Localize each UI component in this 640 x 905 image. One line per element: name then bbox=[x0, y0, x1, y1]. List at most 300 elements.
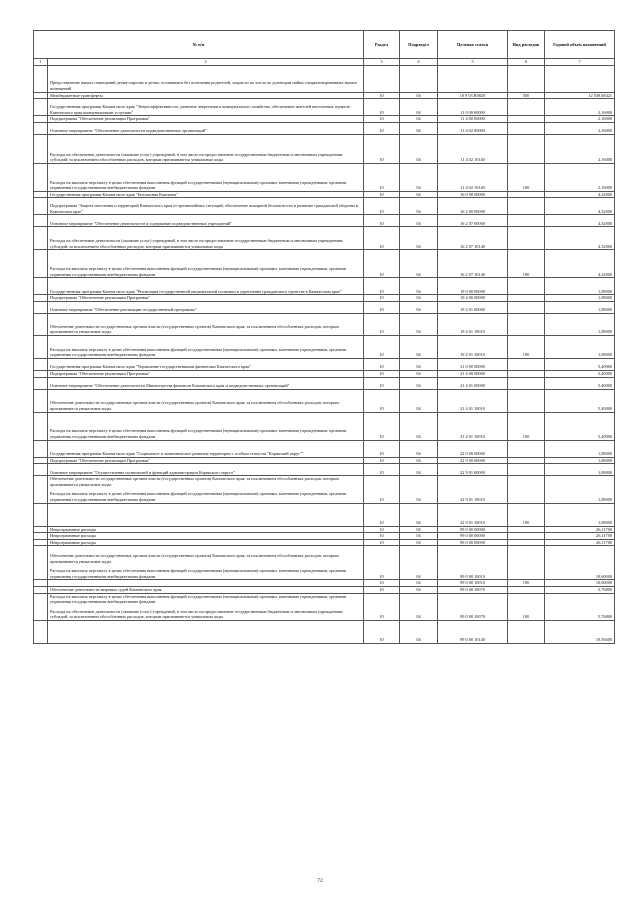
row-amount-cell: 5,40000 bbox=[545, 370, 615, 377]
row-number-cell bbox=[34, 464, 48, 476]
row-number-cell bbox=[34, 116, 48, 123]
row-name-cell bbox=[48, 503, 364, 526]
row-target-article-cell: 10 9 03 R0820 bbox=[438, 92, 508, 99]
row-target-article-cell: 16 2 07 10140 bbox=[438, 250, 508, 278]
row-podrazdel-cell: 04 bbox=[400, 198, 438, 215]
row-expense-type-cell bbox=[508, 191, 545, 198]
table-row bbox=[34, 122, 615, 134]
row-name-cell bbox=[48, 440, 364, 457]
row-name-cell bbox=[48, 335, 364, 358]
page-number: 72 bbox=[317, 878, 323, 884]
row-number-cell bbox=[34, 250, 48, 278]
row-name-cell bbox=[48, 301, 364, 313]
row-amount-cell: 2,16000 bbox=[545, 99, 615, 116]
table-row bbox=[34, 370, 615, 377]
header-expense-type: Вид расходов bbox=[508, 31, 545, 59]
row-number-cell bbox=[34, 358, 48, 370]
row-target-article-cell: 19 4 01 10010 bbox=[438, 313, 508, 335]
row-target-article-cell: 22 9 01 00000 bbox=[438, 464, 508, 476]
row-podrazdel-cell: 04 bbox=[400, 313, 438, 335]
row-number-cell bbox=[34, 99, 48, 116]
row-number-cell bbox=[34, 295, 48, 302]
row-podrazdel-cell: 04 bbox=[400, 476, 438, 503]
row-target-article-cell: 99 0 00 10010 bbox=[438, 580, 508, 587]
column-index: 4 bbox=[400, 59, 438, 66]
row-amount-cell: 10,59400 bbox=[545, 620, 615, 643]
row-expense-type-cell bbox=[508, 377, 545, 389]
row-name-cell bbox=[48, 476, 364, 503]
row-number-cell bbox=[34, 533, 48, 540]
table-row bbox=[34, 377, 615, 389]
row-expense-type-cell: 100 bbox=[508, 503, 545, 526]
table-row bbox=[34, 278, 615, 295]
row-podrazdel-cell: 04 bbox=[400, 134, 438, 163]
row-name-text: Непрограммные расходы bbox=[50, 539, 97, 545]
row-target-article-cell: 11 4 00 00000 bbox=[438, 116, 508, 123]
row-razdel-cell: 10 bbox=[364, 313, 400, 335]
row-target-article-cell: 22 9 01 10010 bbox=[438, 476, 508, 503]
row-podrazdel-cell: 04 bbox=[400, 227, 438, 250]
row-name-cell bbox=[48, 533, 364, 540]
row-number-cell bbox=[34, 377, 48, 389]
row-expense-type-cell bbox=[508, 278, 545, 295]
row-razdel-cell: 10 bbox=[364, 99, 400, 116]
row-expense-type-cell: 100 bbox=[508, 163, 545, 191]
row-podrazdel-cell: 04 bbox=[400, 580, 438, 587]
row-expense-type-cell bbox=[508, 389, 545, 412]
row-podrazdel-cell: 04 bbox=[400, 116, 438, 123]
row-razdel-cell: 10 bbox=[364, 412, 400, 440]
row-name-text: Государственная программа Камчатского края "Энергоэффективность, развитие энергетики и коммунального хозяйства, обеспечение жителей населенных пунктов Камчатского края коммунальными услугами" bbox=[50, 104, 350, 115]
table-row bbox=[34, 215, 615, 227]
row-name-cell bbox=[48, 620, 364, 643]
row-amount-cell: 4,32000 bbox=[545, 215, 615, 227]
row-name-cell bbox=[48, 215, 364, 227]
row-target-article-cell: 22 9 00 00000 bbox=[438, 457, 508, 464]
row-amount-cell: 5,76800 bbox=[545, 593, 615, 620]
row-name-text: Обеспечение деятельности государственных органов власти (государственных органов) Камчатского края, за исключением обособленных расходов, которым присваиваются уникальные коды. bbox=[50, 476, 339, 487]
row-number-cell bbox=[34, 278, 48, 295]
column-index: 6 bbox=[508, 59, 545, 66]
row-razdel-cell: 10 bbox=[364, 358, 400, 370]
row-name-text: Подпрограмма "Обеспечение реализации Программы" bbox=[50, 457, 151, 463]
column-index: 1 bbox=[34, 59, 48, 66]
row-amount-cell: 26,11700 bbox=[545, 539, 615, 546]
row-podrazdel-cell: 04 bbox=[400, 92, 438, 99]
row-razdel-cell: 10 bbox=[364, 526, 400, 533]
row-name-text: Подпрограмма "Обеспечение реализации Программы" bbox=[50, 370, 151, 376]
row-expense-type-cell bbox=[508, 116, 545, 123]
row-expense-type-cell: 100 bbox=[508, 412, 545, 440]
row-podrazdel-cell: 04 bbox=[400, 464, 438, 476]
table-row bbox=[34, 191, 615, 198]
row-expense-type-cell bbox=[508, 301, 545, 313]
row-name-text: Расходы на выплаты персоналу в целях обеспечения выполнения функций государственными (муниципальными) органами, казенными учреждениями, органами управления государственными внебюджетными фондами bbox=[50, 266, 347, 277]
row-name-cell bbox=[48, 99, 364, 116]
table-row bbox=[34, 358, 615, 370]
row-expense-type-cell bbox=[508, 215, 545, 227]
row-expense-type-cell bbox=[508, 457, 545, 464]
row-target-article-cell: 21 0 00 00000 bbox=[438, 358, 508, 370]
row-name-cell bbox=[48, 198, 364, 215]
row-name-text: Государственная программа Камчатского края "Реализация государственной национальной политики и укрепление гражданского единства в Камчатском крае" bbox=[50, 288, 342, 294]
row-amount-cell: 5,40000 bbox=[545, 412, 615, 440]
row-podrazdel-cell: 04 bbox=[400, 526, 438, 533]
row-number-cell bbox=[34, 370, 48, 377]
table-row bbox=[34, 476, 615, 503]
row-razdel-cell: 10 bbox=[364, 539, 400, 546]
row-razdel-cell: 10 bbox=[364, 250, 400, 278]
row-expense-type-cell bbox=[508, 227, 545, 250]
row-podrazdel-cell: 04 bbox=[400, 377, 438, 389]
header-number: № п/п bbox=[34, 31, 364, 59]
table-row bbox=[34, 250, 615, 278]
row-name-text: Основное мероприятие "Обеспечение деятельности подведомственных организаций" bbox=[50, 128, 207, 134]
row-name-text: Государственная программа Камчатского края "Управление государственными финансами Камчатского края" bbox=[50, 364, 251, 370]
row-podrazdel-cell: 04 bbox=[400, 295, 438, 302]
column-index: 3 bbox=[364, 59, 400, 66]
table-row bbox=[34, 198, 615, 215]
row-number-cell bbox=[34, 620, 48, 643]
header-annual-volume: Годовой объем назначений bbox=[545, 31, 615, 59]
row-razdel-cell: 10 bbox=[364, 163, 400, 191]
row-amount-cell: 4,32000 bbox=[545, 191, 615, 198]
row-podrazdel-cell: 04 bbox=[400, 358, 438, 370]
header-podrazdel: Подраздел bbox=[400, 31, 438, 59]
row-number-cell bbox=[34, 539, 48, 546]
row-name-cell bbox=[48, 250, 364, 278]
row-razdel-cell: 10 bbox=[364, 301, 400, 313]
row-target-article-cell: 19 4 00 00000 bbox=[438, 295, 508, 302]
row-number-cell bbox=[34, 134, 48, 163]
table-row bbox=[34, 227, 615, 250]
row-expense-type-cell bbox=[508, 546, 545, 580]
table-row bbox=[34, 301, 615, 313]
table-row bbox=[34, 440, 615, 457]
row-name-text: Обеспечение деятельности государственных органов власти (государственных органов) Камчатского края, за исключением обособленных расходов, которым присваиваются уникальные коды. bbox=[50, 552, 339, 564]
row-razdel-cell: 10 bbox=[364, 593, 400, 620]
row-number-cell bbox=[34, 593, 48, 620]
row-name-text: Государственная программа Камчатского края "Безопасная Камчатка" bbox=[50, 191, 179, 197]
row-amount-cell: 1,08000 bbox=[545, 464, 615, 476]
row-name-cell bbox=[48, 546, 364, 580]
table-row bbox=[34, 503, 615, 526]
row-podrazdel-cell: 04 bbox=[400, 99, 438, 116]
row-number-cell bbox=[34, 122, 48, 134]
row-name-text: Основное мероприятие "Осуществление полномочий и функций администрации Корякского округа" bbox=[50, 469, 235, 475]
row-name-cell bbox=[48, 358, 364, 370]
row-expense-type-cell bbox=[508, 533, 545, 540]
row-target-article-cell: 16 2 07 10140 bbox=[438, 227, 508, 250]
row-amount-cell: 26,11700 bbox=[545, 526, 615, 533]
header-razdel: Раздел bbox=[364, 31, 400, 59]
row-razdel-cell: 10 bbox=[364, 134, 400, 163]
row-razdel-cell: 10 bbox=[364, 227, 400, 250]
row-amount-cell: 5,40000 bbox=[545, 358, 615, 370]
row-expense-type-cell: 100 bbox=[508, 593, 545, 620]
row-name-text: Расходы на выплаты персоналу в целях обеспечения выполнения функций государственными (муниципальными) органами, казенными учреждениями, органами управления государственными внебюджетными фондами bbox=[50, 179, 347, 191]
row-target-article-cell: 99 0 00 00000 bbox=[438, 533, 508, 540]
row-razdel-cell: 10 bbox=[364, 278, 400, 295]
row-target-article-cell: 11 0 00 00000 bbox=[438, 99, 508, 116]
row-amount-cell: 1,08000 bbox=[545, 295, 615, 302]
row-name-text: Расходы на обеспечение деятельности (оказание услуг) учреждений, в том числе на предоставление государственным бюджетным и автономным учреждениям субсидий, за исключением обособленных расходов, которым присваиваются уникальные коды bbox=[50, 238, 343, 249]
row-name-cell bbox=[48, 122, 364, 134]
row-podrazdel-cell: 04 bbox=[400, 546, 438, 580]
row-amount-cell bbox=[545, 65, 615, 92]
row-name-cell bbox=[48, 593, 364, 620]
row-number-cell bbox=[34, 198, 48, 215]
row-podrazdel-cell: 04 bbox=[400, 593, 438, 620]
row-expense-type-cell bbox=[508, 440, 545, 457]
table-row bbox=[34, 295, 615, 302]
row-expense-type-cell bbox=[508, 65, 545, 92]
table-row bbox=[34, 99, 615, 116]
row-podrazdel-cell: 04 bbox=[400, 539, 438, 546]
row-podrazdel-cell: 04 bbox=[400, 620, 438, 643]
row-amount-cell: 1,08000 bbox=[545, 440, 615, 457]
row-name-text: Подпрограмма "Защита населения и территорий Камчатского края от чрезвычайных ситуаций, обеспечение пожарной безопасности и развитие гражданской обороны в Камчатском крае" bbox=[50, 203, 358, 214]
column-index-row bbox=[34, 59, 615, 66]
row-podrazdel-cell: 04 bbox=[400, 440, 438, 457]
row-expense-type-cell: 100 bbox=[508, 335, 545, 358]
row-number-cell bbox=[34, 92, 48, 99]
row-number-cell bbox=[34, 580, 48, 587]
row-amount-cell: 1,08000 bbox=[545, 313, 615, 335]
row-name-cell bbox=[48, 134, 364, 163]
row-podrazdel-cell: 04 bbox=[400, 335, 438, 358]
row-number-cell bbox=[34, 389, 48, 412]
row-target-article-cell bbox=[438, 65, 508, 92]
row-expense-type-cell bbox=[508, 586, 545, 593]
row-amount-cell: 5,40000 bbox=[545, 389, 615, 412]
row-name-text: Расходы на выплаты персоналу в целях обеспечения выполнения функций государственными (муниципальными) органами, казенными учреждениями, органами управления государственными внебюджетными фондами bbox=[50, 568, 347, 579]
row-amount-cell: 1,08000 bbox=[545, 476, 615, 503]
row-name-text: Обеспечение деятельности государственных органов власти (государственных органов) Камчатского края, за исключением обособленных расходов, которым присваиваются уникальные коды. bbox=[50, 323, 339, 335]
table-row bbox=[34, 586, 615, 593]
row-amount-cell: 5,40000 bbox=[545, 377, 615, 389]
table-row bbox=[34, 620, 615, 643]
row-amount-cell: 4,32000 bbox=[545, 227, 615, 250]
row-target-article-cell: 99 0 00 10140 bbox=[438, 620, 508, 643]
table-row bbox=[34, 546, 615, 580]
row-razdel-cell: 10 bbox=[364, 122, 400, 134]
table-body bbox=[34, 65, 615, 643]
row-name-text: Подпрограмма "Обеспечение реализации Программы" bbox=[50, 116, 151, 122]
column-index: 7 bbox=[545, 59, 615, 66]
table-row bbox=[34, 593, 615, 620]
row-amount-cell: 4,32000 bbox=[545, 198, 615, 215]
table-row bbox=[34, 92, 615, 99]
row-number-cell bbox=[34, 335, 48, 358]
row-podrazdel-cell: 04 bbox=[400, 191, 438, 198]
row-amount-cell: 2,16000 bbox=[545, 122, 615, 134]
row-target-article-cell: 21 4 00 00000 bbox=[438, 370, 508, 377]
row-podrazdel-cell: 04 bbox=[400, 457, 438, 464]
budget-table bbox=[33, 30, 615, 644]
row-number-cell bbox=[34, 476, 48, 503]
row-amount-cell: 12 549,68421 bbox=[545, 92, 615, 99]
row-target-article-cell: 99 0 00 00000 bbox=[438, 526, 508, 533]
row-razdel-cell: 10 bbox=[364, 116, 400, 123]
row-number-cell bbox=[34, 440, 48, 457]
table-row bbox=[34, 533, 615, 540]
table-row bbox=[34, 335, 615, 358]
table-row bbox=[34, 580, 615, 587]
row-name-cell bbox=[48, 377, 364, 389]
row-number-cell bbox=[34, 412, 48, 440]
row-razdel-cell: 10 bbox=[364, 370, 400, 377]
row-razdel-cell: 10 bbox=[364, 533, 400, 540]
row-name-text: Расходы на обеспечение деятельности (оказание услуг) учреждений, в том числе на предоставление государственным бюджетным и автономным учреждениям субсидий, за исключением обособленных расходов, которым присваиваются уникальные коды bbox=[50, 151, 343, 163]
row-target-article-cell: 16 0 00 00000 bbox=[438, 191, 508, 198]
row-podrazdel-cell: 04 bbox=[400, 533, 438, 540]
row-name-cell bbox=[48, 389, 364, 412]
row-target-article-cell: 21 4 01 10010 bbox=[438, 412, 508, 440]
row-expense-type-cell bbox=[508, 539, 545, 546]
row-razdel-cell: 10 bbox=[364, 620, 400, 643]
row-razdel-cell: 10 bbox=[364, 295, 400, 302]
row-name-text: Основное мероприятие "Обеспечение реализации государственной программы" bbox=[50, 307, 197, 313]
row-expense-type-cell bbox=[508, 464, 545, 476]
row-target-article-cell: 22 0 00 00000 bbox=[438, 440, 508, 457]
row-razdel-cell: 10 bbox=[364, 580, 400, 587]
row-number-cell bbox=[34, 215, 48, 227]
row-name-cell bbox=[48, 457, 364, 464]
table-row bbox=[34, 163, 615, 191]
row-name-text: Расходы на выплаты персоналу в целях обеспечения выполнения функций государственными (муниципальными) органами, казенными учреждениями, органами управления государственными внебюджетными фондами bbox=[50, 346, 347, 358]
row-name-text: Обеспечение деятельности государственных органов власти (государственных органов) Камчатского края, за исключением обособленных расходов, которым присваиваются уникальные коды. bbox=[50, 400, 339, 411]
row-expense-type-cell bbox=[508, 476, 545, 503]
row-target-article-cell: 21 4 01 00000 bbox=[438, 377, 508, 389]
row-name-cell bbox=[48, 370, 364, 377]
row-expense-type-cell bbox=[508, 358, 545, 370]
document-page bbox=[33, 30, 614, 644]
row-razdel-cell: 10 bbox=[364, 389, 400, 412]
row-target-article-cell: 16 2 07 00000 bbox=[438, 215, 508, 227]
row-razdel-cell: 10 bbox=[364, 503, 400, 526]
row-name-cell bbox=[48, 227, 364, 250]
row-name-cell bbox=[48, 526, 364, 533]
row-expense-type-cell: 100 bbox=[508, 250, 545, 278]
row-razdel-cell: 10 bbox=[364, 457, 400, 464]
row-name-text: Межбюджетные трансферты bbox=[50, 92, 103, 98]
row-razdel-cell: 10 bbox=[364, 377, 400, 389]
row-razdel-cell: 10 bbox=[364, 92, 400, 99]
row-razdel-cell: 10 bbox=[364, 464, 400, 476]
row-name-cell bbox=[48, 278, 364, 295]
row-razdel-cell: 10 bbox=[364, 198, 400, 215]
table-row bbox=[34, 457, 615, 464]
row-target-article-cell: 11 4 02 10140 bbox=[438, 134, 508, 163]
table-row bbox=[34, 526, 615, 533]
row-expense-type-cell bbox=[508, 526, 545, 533]
row-target-article-cell: 22 9 01 10010 bbox=[438, 503, 508, 526]
row-number-cell bbox=[34, 227, 48, 250]
row-name-cell bbox=[48, 539, 364, 546]
row-razdel-cell: 10 bbox=[364, 335, 400, 358]
row-amount-cell: 10,60000 bbox=[545, 546, 615, 580]
row-name-text: Обеспечение деятельности мировых судей Камчатского края bbox=[50, 586, 162, 592]
row-target-article-cell: 99 0 00 10010 bbox=[438, 546, 508, 580]
row-amount-cell: 2,16000 bbox=[545, 134, 615, 163]
row-name-text: Расходы на выплаты персоналу в целях обеспечения выполнения функций государственными (муниципальными) органами, казенными учреждениями, органами управления государственными внебюджетными фондами bbox=[50, 491, 347, 502]
row-expense-type-cell bbox=[508, 295, 545, 302]
row-target-article-cell: 19 0 00 00000 bbox=[438, 278, 508, 295]
table-row bbox=[34, 389, 615, 412]
header-target-article: Целевая статья bbox=[438, 31, 508, 59]
row-number-cell bbox=[34, 526, 48, 533]
row-name-text: Основное мероприятие "Обеспечение деятельности Министерства финансов Камчатского края и подведомственных организаций" bbox=[50, 382, 290, 388]
row-target-article-cell: 99 0 00 00000 bbox=[438, 539, 508, 546]
row-podrazdel-cell: 04 bbox=[400, 163, 438, 191]
row-razdel-cell: 10 bbox=[364, 476, 400, 503]
row-number-cell bbox=[34, 586, 48, 593]
row-amount-cell: 2,16000 bbox=[545, 163, 615, 191]
row-amount-cell: 10,60000 bbox=[545, 580, 615, 587]
table-row bbox=[34, 116, 615, 123]
row-razdel-cell: 10 bbox=[364, 440, 400, 457]
row-amount-cell: 1,08000 bbox=[545, 457, 615, 464]
row-number-cell bbox=[34, 546, 48, 580]
row-razdel-cell bbox=[364, 65, 400, 92]
row-podrazdel-cell: 04 bbox=[400, 301, 438, 313]
row-podrazdel-cell: 04 bbox=[400, 370, 438, 377]
row-target-article-cell: 99 0 00 10070 bbox=[438, 586, 508, 593]
row-amount-cell: 5,76800 bbox=[545, 586, 615, 593]
table-row bbox=[34, 464, 615, 476]
row-name-cell bbox=[48, 464, 364, 476]
row-podrazdel-cell: 04 bbox=[400, 389, 438, 412]
row-amount-cell: 1,08000 bbox=[545, 301, 615, 313]
table-row bbox=[34, 539, 615, 546]
row-name-text: Расходы на выплаты персоналу в целях обеспечения выполнения функций государственными (муниципальными) органами, казенными учреждениями, органами управления государственными внебюджетными фондами bbox=[50, 593, 347, 605]
row-name-cell bbox=[48, 191, 364, 198]
row-number-cell bbox=[34, 503, 48, 526]
row-name-cell bbox=[48, 586, 364, 593]
row-expense-type-cell bbox=[508, 99, 545, 116]
table-header-row bbox=[34, 31, 615, 59]
row-expense-type-cell bbox=[508, 370, 545, 377]
row-name-cell bbox=[48, 92, 364, 99]
row-name-text: Основное мероприятие "Обеспечение деятельности и содержание подведомственных учреждений" bbox=[50, 220, 232, 226]
row-expense-type-cell bbox=[508, 198, 545, 215]
table-row bbox=[34, 134, 615, 163]
row-name-text: Непрограммные расходы bbox=[50, 526, 97, 532]
row-name-cell bbox=[48, 65, 364, 92]
row-amount-cell: 1,08000 bbox=[545, 278, 615, 295]
row-razdel-cell: 10 bbox=[364, 215, 400, 227]
table-row bbox=[34, 65, 615, 92]
column-index: 5 bbox=[438, 59, 508, 66]
row-expense-type-cell bbox=[508, 122, 545, 134]
row-podrazdel-cell bbox=[400, 65, 438, 92]
row-number-cell bbox=[34, 163, 48, 191]
row-podrazdel-cell: 04 bbox=[400, 250, 438, 278]
row-name-text: Расходы на обеспечение деятельности (оказание услуг) учреждений, в том числе на предоставление государственным бюджетным и автономным учреждениям субсидий, за исключением обособленных расходов, которым присваиваются уникальные коды bbox=[50, 608, 343, 620]
table-row bbox=[34, 412, 615, 440]
row-amount-cell: 1,08000 bbox=[545, 335, 615, 358]
row-number-cell bbox=[34, 191, 48, 198]
row-target-article-cell: 11 4 02 00000 bbox=[438, 122, 508, 134]
row-podrazdel-cell: 04 bbox=[400, 122, 438, 134]
row-number-cell bbox=[34, 301, 48, 313]
row-expense-type-cell: 500 bbox=[508, 92, 545, 99]
row-razdel-cell: 10 bbox=[364, 546, 400, 580]
row-podrazdel-cell: 04 bbox=[400, 278, 438, 295]
row-target-article-cell: 21 4 01 10010 bbox=[438, 389, 508, 412]
table-row bbox=[34, 313, 615, 335]
